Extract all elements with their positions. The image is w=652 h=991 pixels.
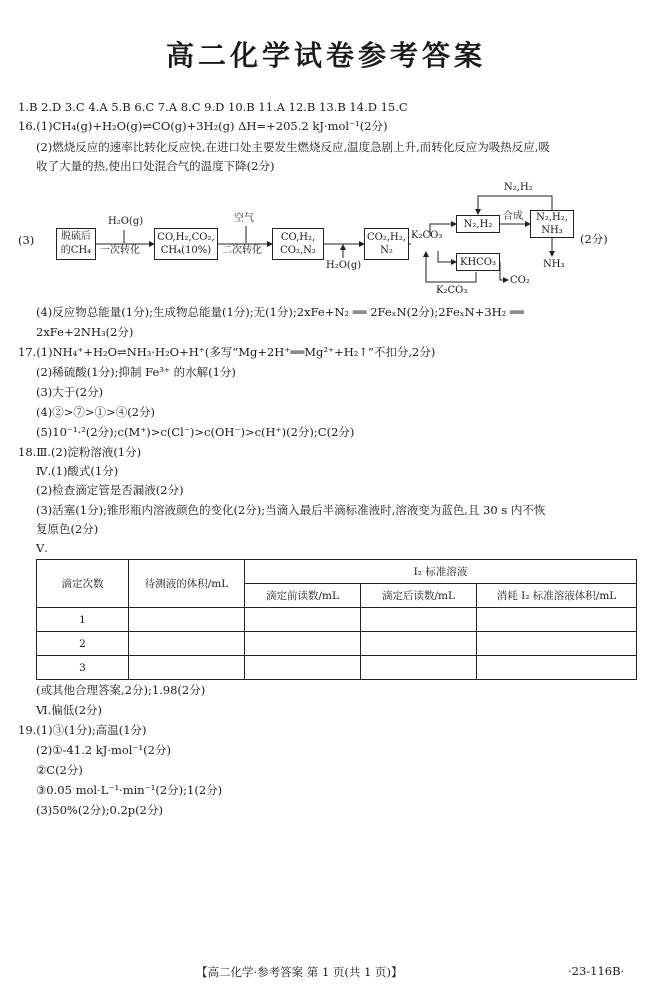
flow-label-recycle-gas: N₂,H₂ [504,182,533,193]
empty-cell [361,632,477,656]
q18-part4-3-line2: 复原色(2分) [36,522,99,536]
table-row [37,656,637,680]
trial-number: 2 [37,632,129,656]
flow-box-secondary-products-line1: CO,H₂, [280,232,316,243]
q17-part4: (4)②>⑦>①>④(2分) [36,405,155,419]
flow-label-water-vapor-bottom: H₂O(g) [326,260,362,271]
column-header-iodine-standard: I₂ 标准溶液 [245,560,637,584]
q19-part3: (3)50%(2分);0.2p(2分) [36,803,163,817]
flow-box-synthesis-output-line1: N₂,H₂, [536,212,568,223]
q18-part4-1: Ⅳ.(1)酸式(1分) [36,464,119,478]
empty-cell [361,608,477,632]
flow-label-water-vapor-top: H₂O(g) [108,216,144,227]
titration-data-table [36,559,637,680]
q17-part1: 17.(1)NH₄⁺+H₂O⇌NH₃·H₂O+H⁺(多写“Mg+2H⁺══Mg²⁺+H₂↑”不扣分,2分) [18,345,436,359]
empty-cell [129,608,245,632]
column-header-initial-reading: 滴定前读数/mL [245,584,361,608]
flow-box-desulfurized-methane: 脱硫后的CH₄ [56,228,96,260]
flow-box-primary-products-line2: CH₄(10%) [160,245,212,256]
empty-cell [245,632,361,656]
trial-number: 3 [37,656,129,680]
empty-cell [245,608,361,632]
table-row [37,608,637,632]
flow-label-primary-conversion: 一次转化 [100,245,140,256]
flow-label-synthesis: 合成 [503,211,523,222]
q16-part2-line1: (2)燃烧反应的速率比转化反应快,在进口处主要发生燃烧反应,温度急剧上升,而转化反应为吸热反应,吸 [36,140,550,154]
table-header-row [37,560,637,584]
q19-part2-1: (2)①-41.2 kJ·mol⁻¹(2分) [36,743,171,757]
q19-part2-2: ②C(2分) [36,763,83,777]
q19-part1: 19.(1)③(1分);高温(1分) [18,723,147,737]
table-row [37,632,637,656]
empty-cell [129,632,245,656]
empty-cell [129,656,245,680]
q18-part4-3-line1: (3)活塞(1分);锥形瓶内溶液颜色的变化(2分);当滴入最后半滴标准液时,溶液变为蓝色,且 30 s 内不恢 [36,503,546,517]
flow-label-potassium-carbonate-return: K₂CO₃ [436,285,468,296]
column-header-sample-volume: 待测液的体积/mL [129,560,245,608]
q16-part3-number: (3) [18,233,35,247]
flow-label-air: 空气 [234,213,254,224]
flow-label-potassium-carbonate: K₂CO₃ [411,230,443,241]
flow-label-secondary-conversion: 二次转化 [222,245,262,256]
flow-box-secondary-products [272,228,324,260]
column-header-trial: 滴定次数 [37,560,129,608]
column-header-final-reading: 滴定后读数/mL [361,584,477,608]
flow-box-synthesis-output-line2: NH₃ [541,225,563,236]
q16-part1: 16.(1)CH₄(g)+H₂O(g)⇌CO(g)+3H₂(g) ΔH=+205.2 kJ·mol⁻¹(2分) [18,119,388,133]
page-title: 高二化学试卷参考答案 [165,39,486,72]
q18-part3: 18.Ⅲ.(2)淀粉溶液(1分) [18,445,142,459]
flow-box-nitrogen-hydrogen: N₂,H₂ [456,215,500,233]
flow-label-carbon-dioxide: CO₂ [510,275,530,286]
page-footer: 【高二化学·参考答案 第 1 页(共 1 页)】 [196,965,403,979]
flow-box-shifted-gas-line2: N₂ [380,245,393,256]
q19-part2-3: ③0.05 mol·L⁻¹·min⁻¹(2分);1(2分) [36,783,223,797]
empty-cell [477,608,637,632]
q16-part4-line2: 2xFe+2NH₃(2分) [36,325,134,339]
empty-cell [361,656,477,680]
q18-part4-2: (2)检查滴定管是否漏液(2分) [36,483,184,497]
flow-box-shifted-gas-line1: CO₂,H₂, [367,232,406,243]
flow-box-shifted-gas [364,228,409,260]
q16-part2-line2: 收了大量的热,使出口处混合气的温度下降(2分) [36,159,275,173]
document-code: ·23-116B· [568,964,625,978]
q18-part5-answer: (或其他合理答案,2分);1.98(2分) [36,683,206,697]
q16-part3-score: (2分) [580,232,608,246]
q18-part6: Ⅵ.偏低(2分) [36,703,103,717]
flow-box-potassium-bicarbonate: KHCO₃ [456,253,500,271]
q17-part3: (3)大于(2分) [36,385,104,399]
flow-box-secondary-products-line2: CO₂,N₂ [280,245,316,256]
empty-cell [477,632,637,656]
flow-label-ammonia-product: NH₃ [543,259,565,270]
q18-part5-label: Ⅴ. [36,541,48,555]
empty-cell [245,656,361,680]
column-header-consumed-volume: 消耗 I₂ 标准溶液体积/mL [477,584,637,608]
q16-part4-line1: (4)反应物总能量(1分);生成物总能量(1分);无(1分);2xFe+N₂ ══ 2FeₓN(2分);2FeₓN+3H₂ ══ [36,305,524,319]
flow-box-primary-products-line1: CO,H₂,CO₂, [157,232,215,243]
q17-part5: (5)10⁻¹·²(2分);c(M⁺)>c(Cl⁻)>c(OH⁻)>c(H⁺)(2分);C(2分) [36,425,355,439]
multiple-choice-answers: 1.B 2.D 3.C 4.A 5.B 6.C 7.A 8.C 9.D 10.B 11.A 12.B 13.B 14.D 15.C [18,100,408,114]
trial-number: 1 [37,608,129,632]
flow-box-primary-products [154,228,218,260]
flow-box-synthesis-output [530,210,574,238]
empty-cell [477,656,637,680]
q17-part2: (2)稀硫酸(1分);抑制 Fe³⁺ 的水解(1分) [36,365,236,379]
